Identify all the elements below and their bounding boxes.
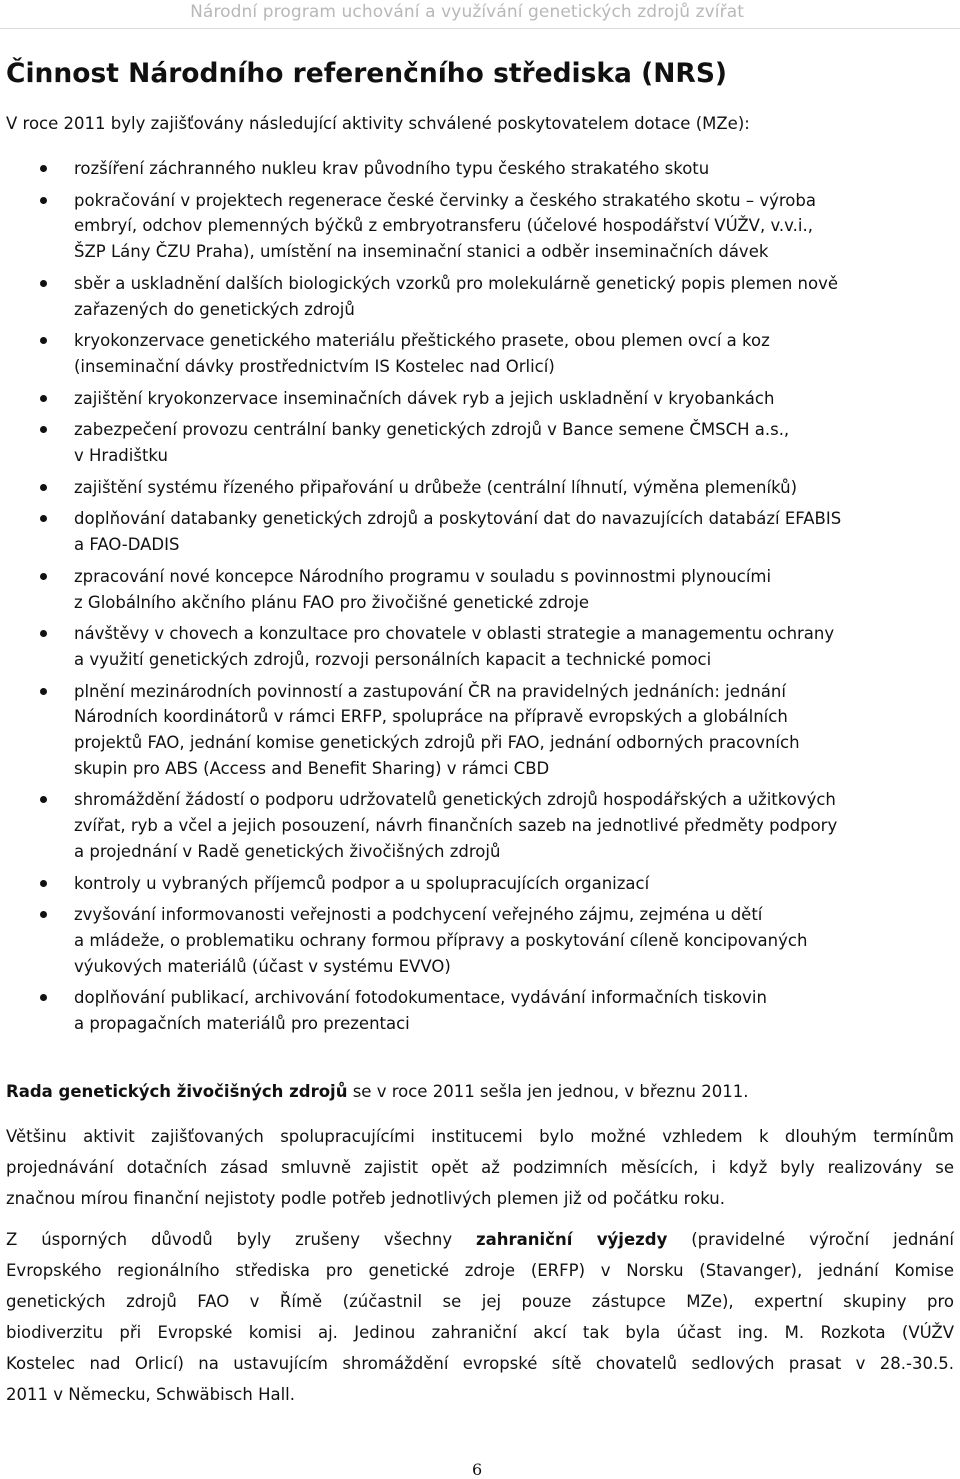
paragraph-line: biodiverzitu při Evropské komisi aj. Jedinou zahraniční akcí tak byla účast ing. M. Rozkota (VÚŽV	[6, 1323, 954, 1342]
paragraph-line: Většinu aktivit zajišťovaných spolupracujícími institucemi bylo možné vzhledem k dlouhým termínům	[6, 1127, 954, 1146]
list-item-text: zvířat, ryb a včel a jejich posouzení, návrh finančních sazeb na jednotlivé předměty podpory	[74, 816, 838, 836]
list-item	[0, 679, 960, 782]
bullet-icon	[40, 426, 47, 433]
list-item-text: zajištění kryokonzervace inseminačních dávek ryb a jejich uskladnění v kryobankách	[74, 388, 775, 408]
bullet-icon	[40, 880, 47, 887]
list-item-text: plnění mezinárodních povinností a zastupování ČR na pravidelných jednáních: jednání	[74, 681, 786, 701]
council-statement	[6, 1082, 748, 1101]
paragraph-line: značnou mírou finanční nejistoty podle potřeb jednotlivých plemen již od počátku roku.	[6, 1189, 725, 1208]
list-item-text: zvyšování informovanosti veřejnosti a podchycení veřejného zájmu, zejména u dětí	[74, 905, 763, 925]
council-name: Rada genetických živočišných zdrojů	[6, 1082, 348, 1101]
list-item-text: skupin pro ABS (Access and Benefit Sharing) v rámci CBD	[74, 758, 550, 778]
list-item	[0, 271, 960, 322]
list-item-text: doplňování databanky genetických zdrojů a poskytování dat do navazujících databází EFABIS	[74, 509, 842, 529]
foreign-trips-emphasis: zahraniční výjezdy	[476, 1230, 668, 1249]
bullet-icon	[40, 796, 47, 803]
list-item	[0, 475, 960, 501]
list-item	[0, 417, 960, 468]
list-item-text: zajištění systému řízeného připařování u drůbeže (centrální líhnutí, výměna plemeníků)	[74, 477, 798, 497]
intro-text: V roce 2011 byly zajišťovány následující aktivity schválené poskytovatelem dotace (MZe):	[6, 114, 750, 133]
list-item	[0, 188, 960, 265]
list-item-text: a využití genetických zdrojů, rozvoji personálních kapacit a technické pomoci	[74, 649, 712, 669]
list-item	[0, 902, 960, 979]
bullet-icon	[40, 688, 47, 695]
council-statement-text: se v roce 2011 sešla jen jednou, v březnu 2011.	[347, 1082, 749, 1101]
list-item-text: projektů FAO, jednání komise genetických zdrojů při FAO, jednání odborných pracovních	[74, 733, 800, 753]
list-item-text: ŠZP Lány ČZU Praha), umístění na inseminační stanici a odběr inseminačních dávek	[74, 242, 769, 262]
activity-list	[0, 156, 960, 1043]
paragraph-text: Z úsporných důvodů byly zrušeny všechny	[6, 1230, 477, 1249]
list-item-text: a mládeže, o problematiku ochrany formou přípravy a poskytování cíleně koncipovaných	[74, 930, 808, 950]
bullet-icon	[40, 994, 47, 1001]
list-item	[0, 506, 960, 557]
list-item-text: z Globálního akčního plánu FAO pro živočišné genetické zdroje	[74, 592, 590, 612]
paragraph-foreign-trips	[6, 1224, 954, 1410]
list-item-text: zpracování nové koncepce Národního programu v souladu s povinnostmi plynoucími	[74, 566, 772, 586]
paragraph-line: Evropského regionálního střediska pro genetické zdroje (ERFP) v Norsku (Stavanger), jednání Komise	[6, 1261, 954, 1280]
bullet-icon	[40, 484, 47, 491]
running-header: Národní program uchování a využívání genetických zdrojů zvířat	[190, 2, 744, 22]
bullet-icon	[40, 630, 47, 637]
page-title: Činnost Národního referenčního střediska (NRS)	[6, 58, 728, 89]
list-item-text: kontroly u vybraných příjemců podpor a u spolupracujících organizací	[74, 873, 650, 893]
list-item	[0, 871, 960, 897]
list-item-text: a projednání v Radě genetických živočišných zdrojů	[74, 841, 501, 861]
list-item-text: zabezpečení provozu centrální banky genetických zdrojů v Bance semene ČMSCH a.s.,	[74, 420, 790, 440]
paragraph-line: projednávání dotačních zásad smluvně zajistit opět až podzimních měsících, i když byly realizovány se	[6, 1158, 954, 1177]
list-item-text: a FAO-DADIS	[74, 535, 180, 555]
list-item	[0, 328, 960, 379]
paragraph-funding	[6, 1121, 954, 1214]
list-item-text: kryokonzervace genetického materiálu přeštického prasete, obou plemen ovcí a koz	[74, 331, 770, 351]
list-item	[0, 386, 960, 412]
paragraph-text: (pravidelné výroční jednání	[667, 1230, 954, 1249]
list-item	[0, 787, 960, 864]
list-item	[0, 156, 960, 182]
list-item-text: doplňování publikací, archivování fotodokumentace, vydávání informačních tiskovin	[74, 988, 767, 1008]
paragraph-line: Kostelec nad Orlicí) na ustavujícím shromáždění evropské sítě chovatelů sedlových prasat v 28.-30.5.	[6, 1354, 954, 1373]
list-item	[0, 985, 960, 1036]
bullet-icon	[40, 911, 47, 918]
bullet-icon	[40, 165, 47, 172]
list-item-text: sběr a uskladnění dalších biologických vzorků pro molekulárně genetický popis plemen nově	[74, 273, 839, 293]
list-item-text: návštěvy v chovech a konzultace pro chovatele v oblasti strategie a managementu ochrany	[74, 624, 835, 644]
paragraph-line	[6, 1224, 954, 1255]
bullet-icon	[40, 573, 47, 580]
list-item-text: a propagačních materiálů pro prezentaci	[74, 1014, 410, 1034]
paragraph-line: 2011 v Německu, Schwäbisch Hall.	[6, 1385, 295, 1404]
bullet-icon	[40, 337, 47, 344]
list-item-text: rozšíření záchranného nukleu krav původního typu českého strakatého skotu	[74, 159, 710, 178]
list-item-text: embryí, odchov plemenných býčků z embryotransferu (účelové hospodářství VÚŽV, v.v.i.,	[74, 216, 813, 236]
list-item-text: pokračování v projektech regenerace české červinky a českého strakatého skotu – výroba	[74, 190, 816, 210]
page-number: 6	[472, 1460, 483, 1479]
list-item-text: Národních koordinátorů v rámci ERFP, spolupráce na přípravě evropských a globálních	[74, 707, 788, 727]
list-item-text: v Hradištku	[74, 446, 168, 466]
bullet-icon	[40, 280, 47, 287]
paragraph-line: genetických zdrojů FAO v Římě (zúčastnil se jej pouze zástupce MZe), expertní skupiny pro	[6, 1292, 954, 1311]
list-item	[0, 564, 960, 615]
bullet-icon	[40, 395, 47, 402]
list-item	[0, 621, 960, 672]
header-divider	[0, 28, 960, 29]
bullet-icon	[40, 197, 47, 204]
list-item-text: (inseminační dávky prostřednictvím IS Kostelec nad Orlicí)	[74, 356, 555, 376]
list-item-text: shromáždění žádostí o podporu udržovatelů genetických zdrojů hospodářských a užitkových	[74, 790, 836, 810]
list-item-text: výukových materiálů (účast v systému EVVO)	[74, 956, 451, 976]
bullet-icon	[40, 515, 47, 522]
list-item-text: zařazených do genetických zdrojů	[74, 299, 355, 319]
